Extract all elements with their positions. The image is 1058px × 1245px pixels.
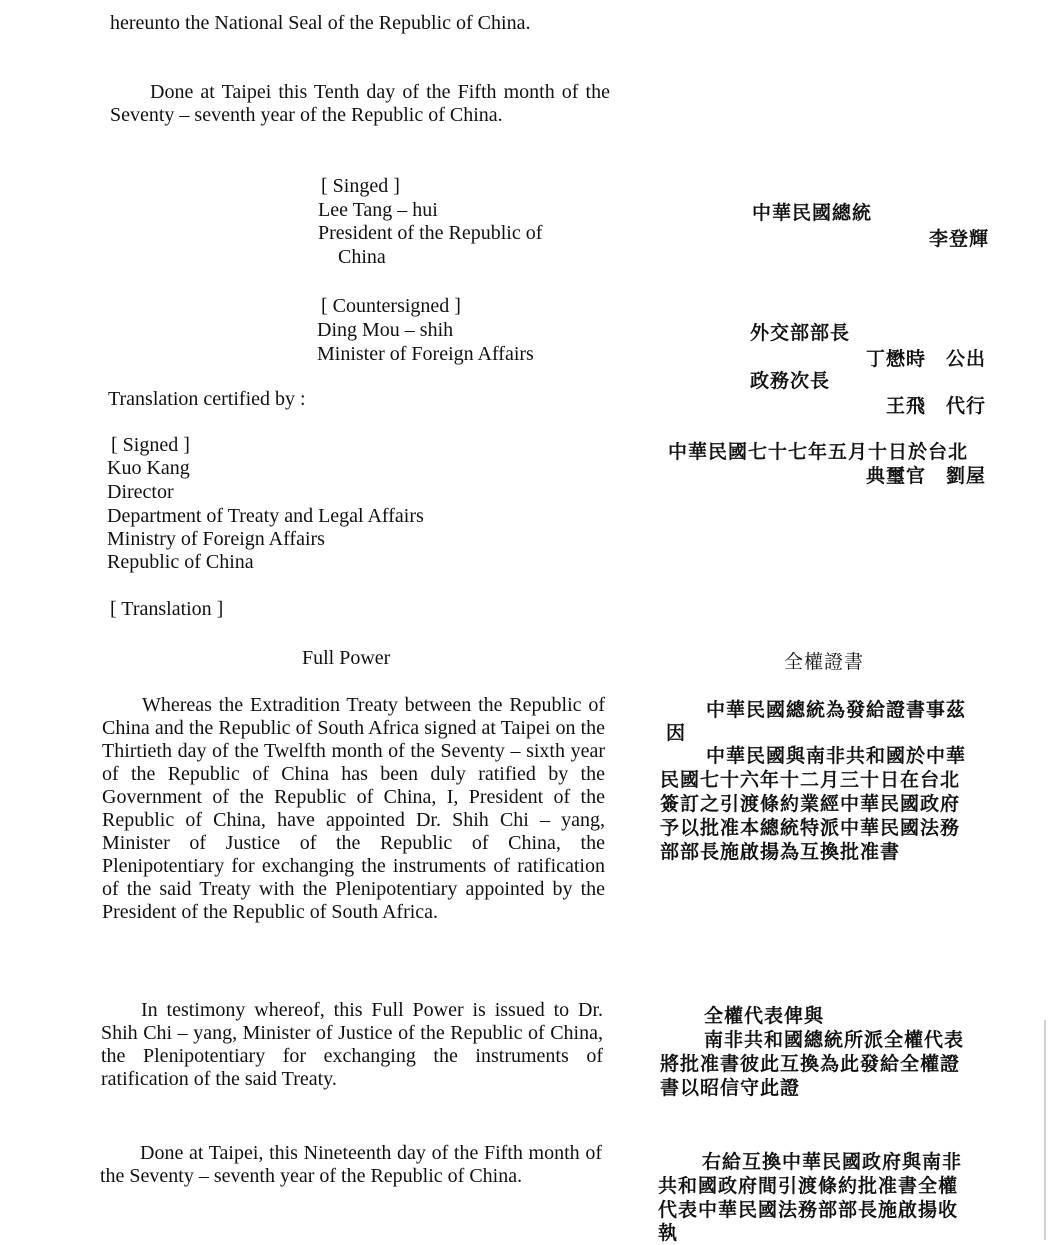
- cn-date-place: 中華民國七十七年五月十日於台北: [668, 441, 969, 463]
- testimony-paragraph: In testimony whereof, this Full Power is issued to Dr. Shih Chi – yang, Minister of Justice of the Republic of China, the Plenipotentiary for exchanging the instruments of ratification of the said Treaty.: [101, 999, 603, 1090]
- cn-seal-officer: 典璽官 劉屋: [866, 465, 987, 487]
- translation-tag: [ Translation ]: [110, 598, 224, 620]
- minister-title: Minister of Foreign Affairs: [317, 343, 534, 365]
- cn-fp-line: 中華民國與南非共和國於中華: [706, 745, 967, 767]
- translation-certified-label: Translation certified by :: [108, 388, 306, 410]
- certifier-department: Department of Treaty and Legal Affairs: [107, 505, 424, 527]
- cn-vice-minister-title: 政務次長: [750, 370, 831, 392]
- scan-edge-line: [1044, 1020, 1046, 1240]
- cn-closing-line: 執: [658, 1222, 679, 1244]
- certifier-country: Republic of China: [107, 551, 254, 573]
- certifier-name: Kuo Kang: [107, 457, 190, 479]
- countersigned-mark: [ Countersigned ]: [321, 295, 461, 317]
- cn-closing-line: 右給互換中華民國政府與南非: [702, 1151, 963, 1173]
- cn-president-title: 中華民國總統: [752, 202, 873, 224]
- cn-fp-line: 簽訂之引渡條約業經中華民國政府: [660, 793, 961, 815]
- cn-fp-line: 中華民國總統為發給證書事茲: [706, 699, 967, 721]
- cn-testimony-line: 全權代表俾與: [704, 1005, 825, 1027]
- certifier-signed-mark: [ Signed ]: [111, 434, 190, 456]
- certifier-position: Director: [107, 481, 174, 503]
- whereas-paragraph: Whereas the Extradition Treaty between the Republic of China and the Republic of South Africa signed at Taipei on the Thirtieth day of the Twelfth month of the Seventy – sixth year of the Republic of China has been duly ratified by the Government of the Republic of China, I, President of the Republic of China, have appointed Dr. Shih Chi – yang, Minister of Justice of the Republic of China, the Plenipotentiary for exchanging the instruments of ratification of the said Treaty with the Plenipotentiary appointed by the President of the Republic of South Africa.: [102, 694, 605, 923]
- cn-president-name: 李登輝: [929, 228, 990, 250]
- cn-foreign-minister-name: 丁懋時 公出: [866, 348, 987, 370]
- cn-fp-line: 部部長施啟揚為互換批准書: [660, 841, 901, 863]
- signed-mark: [ Singed ]: [321, 175, 400, 197]
- done-date-paragraph: Done at Taipei this Tenth day of the Fifth month of the Seventy – seventh year of the Republic of China.: [110, 81, 610, 126]
- certifier-ministry: Ministry of Foreign Affairs: [107, 528, 325, 550]
- cn-fp-line: 予以批准本總統特派中華民國法務: [660, 817, 961, 839]
- seal-paragraph: hereunto the National Seal of the Republic of China.: [110, 12, 531, 34]
- cn-fp-line: 民國七十六年十二月三十日在台北: [660, 769, 961, 791]
- cn-testimony-line: 南非共和國總統所派全權代表: [704, 1029, 965, 1051]
- cn-vice-minister-name: 王飛 代行: [886, 395, 987, 417]
- president-title: President of the Republic of: [318, 222, 543, 244]
- done-date-paragraph-2: Done at Taipei, this Nineteenth day of the Fifth month of the Seventy – seventh year of the Republic of China.: [100, 1142, 602, 1187]
- minister-name: Ding Mou – shih: [317, 319, 454, 341]
- cn-testimony-line: 將批准書彼此互換為此發給全權證: [660, 1053, 961, 1075]
- cn-testimony-line: 書以昭信守此證: [660, 1077, 801, 1099]
- cn-foreign-minister-title: 外交部部長: [750, 322, 851, 344]
- president-name: Lee Tang – hui: [318, 199, 438, 221]
- president-title-cont: China: [338, 246, 386, 268]
- cn-full-power-title: 全權證書: [784, 651, 865, 673]
- cn-fp-line: 因: [666, 722, 687, 744]
- cn-closing-line: 代表中華民國法務部部長施啟揚收: [658, 1199, 959, 1221]
- full-power-title: Full Power: [302, 647, 391, 669]
- cn-closing-line: 共和國政府間引渡條約批准書全權: [658, 1175, 959, 1197]
